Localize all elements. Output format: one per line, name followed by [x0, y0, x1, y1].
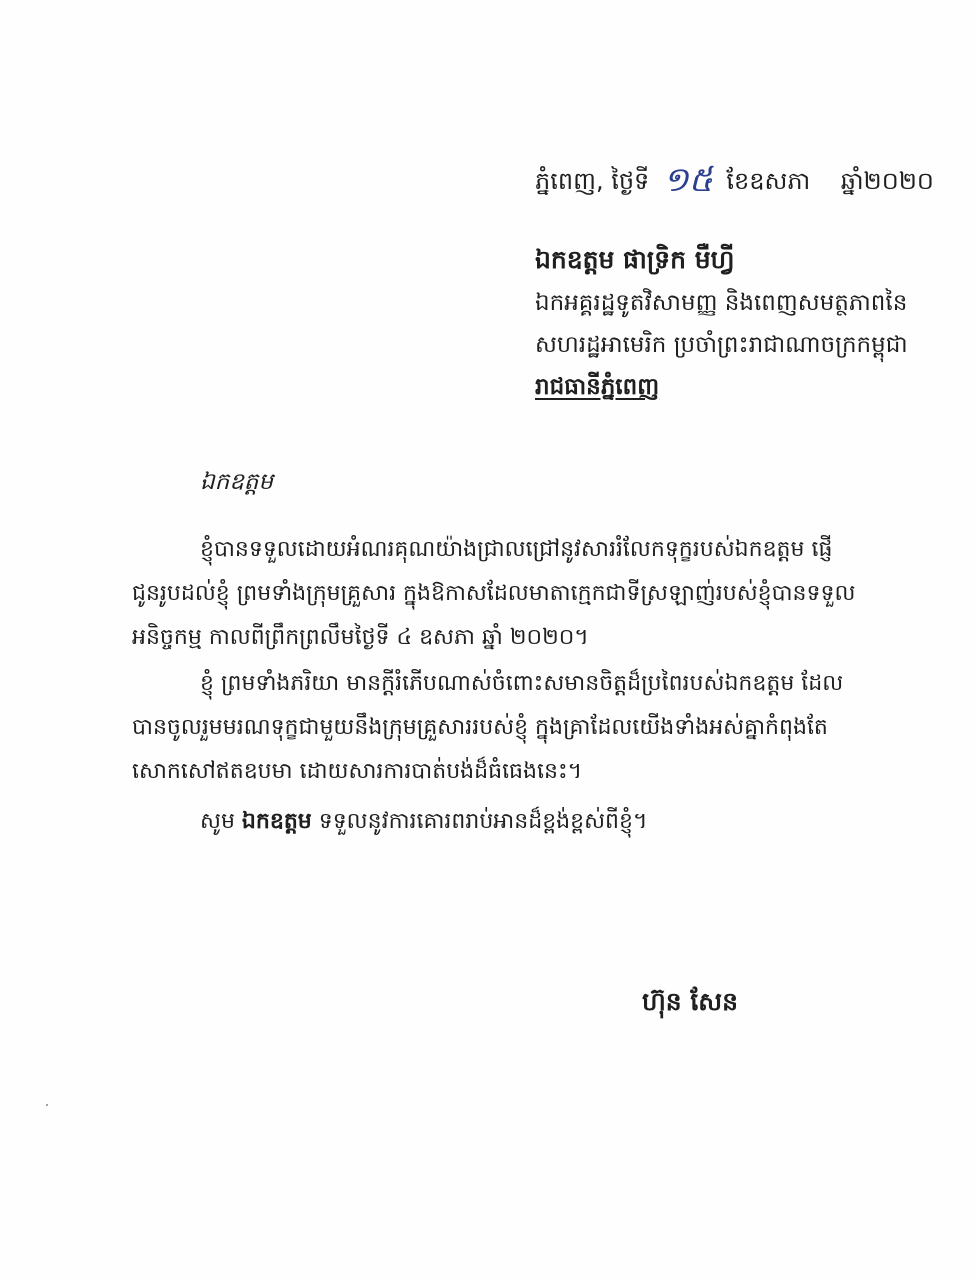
- paragraph-1-line-3: អនិច្ចកម្ម កាលពីព្រឹកព្រលឹមថ្ងៃទី ៤ ឧសភា ឆ្នាំ ២០២០។: [132, 625, 589, 650]
- paragraph-3: [132, 800, 912, 844]
- paragraph-2-line-3: សោកសៅឥតឧបមា ដោយសារការបាត់បង់ដ៏ធំធេងនេះ។: [132, 759, 583, 784]
- signature-name: ហ៊ុន សែន: [642, 987, 738, 1016]
- paragraph-2-line-1: ខ្ញុំ ព្រមទាំងភរិយា មានក្ដីរំភើបណាស់ចំពោះសមានចិត្តដ៏ប្រពៃរបស់ឯកឧត្តម ដែល: [200, 671, 844, 696]
- closing-rest: ទទួលនូវការគោរពរាប់អានដ៏ខ្ពង់ខ្ពស់ពីខ្ញុំ។: [318, 809, 648, 834]
- paragraph-1-line-2: ជូនរូបដល់ខ្ញុំ ព្រមទាំងក្រុមគ្រួសារ ក្នុងឱកាសដែលមាតាក្មេកជាទីស្រឡាញ់របស់ខ្ញុំបានទទួល: [132, 581, 856, 606]
- closing-prefix: សូម: [200, 809, 235, 834]
- paragraph-3-line: [132, 800, 912, 844]
- salutation: ឯកឧត្តម: [200, 469, 273, 495]
- date-line: [535, 160, 935, 201]
- closing-addressee: ឯកឧត្តម: [241, 809, 312, 834]
- handwritten-day: ១៥: [662, 160, 713, 200]
- addressee-title-line1: ឯកអគ្គរដ្ឋទូតវិសាមញ្ញ និងពេញសមត្ថភាពនៃ: [535, 290, 908, 316]
- date-year: ឆ្នាំ២០២០: [840, 167, 934, 195]
- date-place-day: ភ្នំពេញ, ថ្ងៃទី: [535, 167, 650, 195]
- addressee-title-line2: សហរដ្ឋអាមេរិក ប្រចាំព្រះរាជាណាចក្រកម្ពុជា: [535, 332, 908, 358]
- paragraph-2-line-2: បានចូលរួមមរណទុក្ខជាមួយនឹងក្រុមគ្រួសាររបស់ខ្ញុំ ក្នុងគ្រាដែលយើងទាំងអស់គ្នាកំពុងតែ: [132, 715, 828, 740]
- paragraph-1-line-1: ខ្ញុំបានទទួលដោយអំណរគុណយ៉ាងជ្រាលជ្រៅនូវសាររំលែកទុក្ខរបស់ឯកឧត្តម ផ្ញើ: [200, 537, 833, 562]
- addressee-block: [535, 238, 935, 408]
- paragraph-1: [132, 528, 912, 660]
- addressee-name: ឯកឧត្តម ផាទ្រិក មឺហ្វី: [535, 245, 735, 274]
- paragraph-2: [132, 662, 912, 794]
- date-month: ខែឧសភា: [726, 167, 811, 195]
- scan-speck: [46, 1104, 48, 1106]
- addressee-city: រាជធានីភ្នំពេញ: [535, 374, 660, 400]
